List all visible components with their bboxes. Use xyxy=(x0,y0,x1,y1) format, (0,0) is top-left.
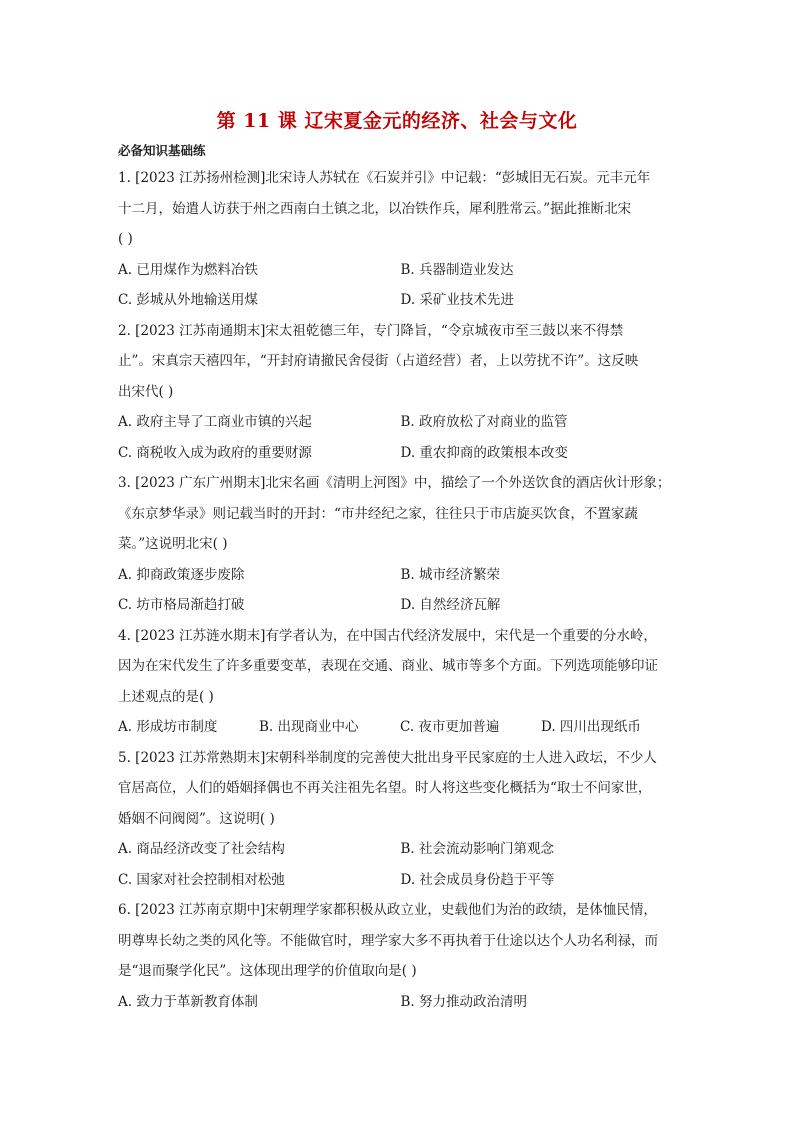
question-stem xyxy=(118,468,683,560)
option-c: C. 夜市更加普遍 xyxy=(400,719,500,735)
question-4 xyxy=(118,621,683,743)
question-stem xyxy=(118,621,683,713)
option-row xyxy=(118,285,683,316)
option-a: A. 商品经济改变了社会结构 xyxy=(118,841,285,857)
question-5 xyxy=(118,743,683,896)
option-b: B. 出现商业中心 xyxy=(259,719,359,735)
question-2 xyxy=(118,316,683,469)
option-d: D. 自然经济瓦解 xyxy=(400,597,501,613)
question-stem xyxy=(118,163,683,255)
option-c: C. 商税收入成为政府的重要财源 xyxy=(118,444,312,461)
option-a: A. 政府主导了工商业市镇的兴起 xyxy=(118,414,312,430)
option-d: D. 采矿业技术先进 xyxy=(400,292,514,308)
options xyxy=(118,987,683,1018)
question-stem xyxy=(118,895,683,987)
option-d: D. 重农抑商的政策根本改变 xyxy=(400,444,568,461)
option-row xyxy=(118,560,683,591)
option-b: B. 城市经济繁荣 xyxy=(400,566,501,583)
options xyxy=(118,712,683,743)
stem-line: 上述观点的是( ) xyxy=(118,688,214,705)
option-row xyxy=(118,987,683,1018)
question-list xyxy=(118,163,683,1017)
stem-line: 婚姻不问阀阅”。这说明( ) xyxy=(118,810,275,827)
option-a: A. 致力于革新教育体制 xyxy=(118,993,258,1010)
option-a: A. 形成坊市制度 xyxy=(118,719,218,735)
stem-line: 3. [2023 广东广州期末]北宋名画《清明上河图》中，描绘了一个外送饮食的酒店伙计形象； xyxy=(118,475,671,491)
stem-line: 明尊卑长幼之类的风化等。不能做官时，理学家大多不再执着于仕途以达个人功名利禄，而 xyxy=(118,932,658,949)
option-c: C. 坊市格局渐趋打破 xyxy=(118,597,245,613)
option-a: A. 抑商政策逐步废除 xyxy=(118,566,245,583)
question-1 xyxy=(118,163,683,316)
question-stem xyxy=(118,316,683,408)
section-heading: 必备知识基础练 xyxy=(118,143,206,158)
stem-line: 是“退而聚学化民”。这体现出理学的价值取向是( ) xyxy=(118,963,417,979)
options xyxy=(118,407,683,468)
stem-line: 5. [2023 江苏常熟期末]宋朝科举制度的完善使大批出身平民家庭的士人进入政坛，不少人 xyxy=(118,749,657,766)
stem-line: 止”。宋真宗天禧四年，“开封府请撤民舍侵街（占道经营）者，上以劳扰不许”。这反映 xyxy=(118,353,639,369)
option-row xyxy=(118,438,683,469)
question-6 xyxy=(118,895,683,1017)
option-row xyxy=(118,865,683,896)
stem-line: 4. [2023 江苏涟水期末]有学者认为，在中国古代经济发展中，宋代是一个重要的分水岭， xyxy=(118,627,657,644)
option-row xyxy=(118,255,683,286)
option-c: C. 彭城从外地输送用煤 xyxy=(118,292,258,308)
question-stem xyxy=(118,743,683,835)
stem-line: 因为在宋代发生了许多重要变革，表现在交通、商业、城市等多个方面。下列选项能够印证 xyxy=(118,658,658,674)
stem-line: ( ) xyxy=(118,231,133,247)
option-c: C. 国家对社会控制相对松弛 xyxy=(118,871,285,888)
stem-line: 菜。”这说明北宋( ) xyxy=(118,536,228,552)
options xyxy=(118,834,683,895)
stem-line: 十二月，始遣人访获于州之西南白土镇之北，以冶铁作兵，犀利胜常云。”据此推断北宋 xyxy=(118,200,632,217)
stem-line: 1. [2023 江苏扬州检测]北宋诗人苏轼在《石炭并引》中记载：“彭城旧无石炭。元丰元年 xyxy=(118,170,651,186)
stem-line: 《东京梦华录》则记载当时的开封：“市井经纪之家，往往只于市店旋买饮食，不置家蔬 xyxy=(118,505,638,522)
option-d: D. 四川出现纸币 xyxy=(541,719,641,735)
option-row xyxy=(118,590,683,621)
option-b: B. 努力推动政治清明 xyxy=(400,993,528,1010)
stem-line: 2. [2023 江苏南通期末]宋太祖乾德三年，专门降旨，“令京城夜市至三鼓以来不得禁 xyxy=(118,322,624,339)
option-b: B. 政府放松了对商业的监管 xyxy=(400,414,568,430)
option-row xyxy=(118,712,683,743)
stem-line: 官居高位，人们的婚姻择偶也不再关注祖先名望。时人将这些变化概括为“取士不问家世， xyxy=(118,780,652,796)
option-b: B. 社会流动影响门第观念 xyxy=(400,841,555,857)
options xyxy=(118,560,683,621)
option-row xyxy=(118,834,683,865)
option-row xyxy=(118,407,683,438)
option-b: B. 兵器制造业发达 xyxy=(400,261,514,278)
option-d: D. 社会成员身份趋于平等 xyxy=(400,871,555,888)
stem-line: 6. [2023 江苏南京期中]宋朝理学家都积极从政立业，史载他们为治的政绩，是体恤民情， xyxy=(118,902,657,918)
lesson-title: 第 11 课 辽宋夏金元的经济、社会与文化 xyxy=(216,110,578,132)
stem-line: 出宋代( ) xyxy=(118,383,174,400)
option-a: A. 已用煤作为燃料冶铁 xyxy=(118,261,258,278)
question-3 xyxy=(118,468,683,621)
options xyxy=(118,255,683,316)
